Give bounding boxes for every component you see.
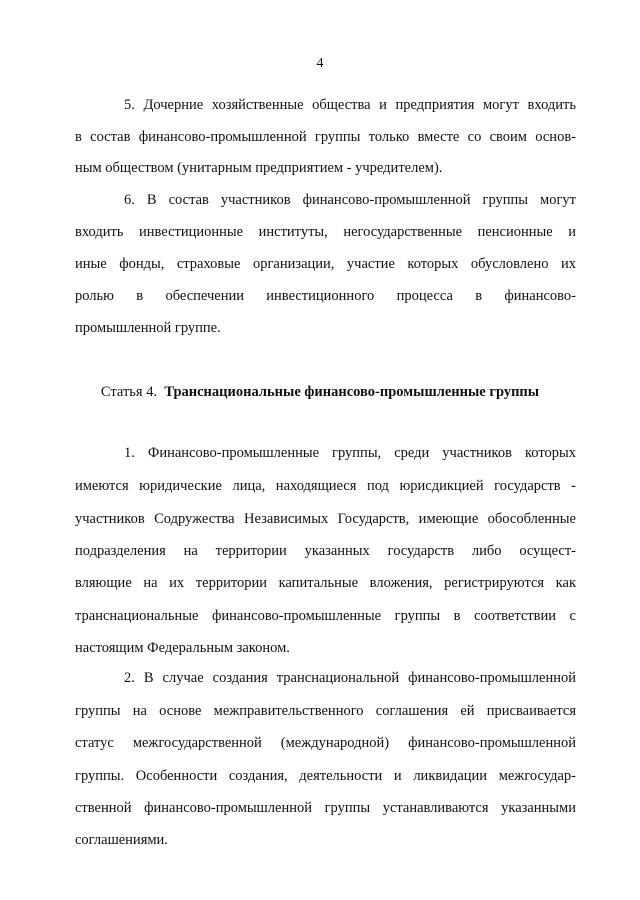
paragraph-line: иные фонды, страховые организации, участие которых обусловлено их bbox=[75, 256, 576, 272]
article-label: Статья 4. bbox=[100, 384, 158, 400]
paragraph-line: 1. Финансово-промышленные группы, среди участников которых bbox=[124, 445, 576, 461]
paragraph-line: подразделения на территории указанных государств либо осущест- bbox=[75, 543, 576, 559]
paragraph-line: статус межгосударственной (международной) финансово-промышленной bbox=[75, 735, 576, 751]
paragraph-line: вляющие на их территории капитальные вложения, регистрируются как bbox=[75, 575, 576, 591]
paragraph-line: ролью в обеспечении инвестиционного процесса в финансово- bbox=[75, 288, 576, 304]
paragraph-line: ственной финансово-промышленной группы устанавливаются указанными bbox=[75, 800, 576, 816]
paragraph-line: имеются юридические лица, находящиеся под юрисдикцией государств - bbox=[75, 478, 576, 494]
article-heading bbox=[0, 382, 640, 402]
paragraph-line: участников Содружества Независимых Государств, имеющие обособленные bbox=[75, 511, 576, 527]
paragraph-line: в состав финансово-промышленной группы только вместе со своим основ- bbox=[75, 129, 576, 145]
paragraph-line: группы. Особенности создания, деятельности и ликвидации межгосудар- bbox=[75, 768, 576, 784]
paragraph-line: ным обществом (унитарным предприятием - учредителем). bbox=[75, 160, 443, 176]
paragraph-line: группы на основе межправительственного соглашения ей присваивается bbox=[75, 703, 576, 719]
paragraph-line: входить инвестиционные институты, негосударственные пенсионные и bbox=[75, 224, 576, 240]
paragraph-line: соглашениями. bbox=[75, 832, 168, 848]
page-number: 4 bbox=[316, 56, 324, 71]
paragraph-line: настоящим Федеральным законом. bbox=[75, 640, 290, 656]
paragraph-line: промышленной группе. bbox=[75, 320, 221, 336]
paragraph-line: 5. Дочерние хозяйственные общества и предприятия могут входить bbox=[124, 97, 576, 113]
paragraph-line: 2. В случае создания транснациональной финансово-промышленной bbox=[124, 670, 576, 686]
article-title: Транснациональные финансово-промышленные группы bbox=[164, 384, 540, 400]
paragraph-line: транснациональные финансово-промышленные группы в соответствии с bbox=[75, 608, 576, 624]
paragraph-line: 6. В состав участников финансово-промышленной группы могут bbox=[124, 192, 576, 208]
